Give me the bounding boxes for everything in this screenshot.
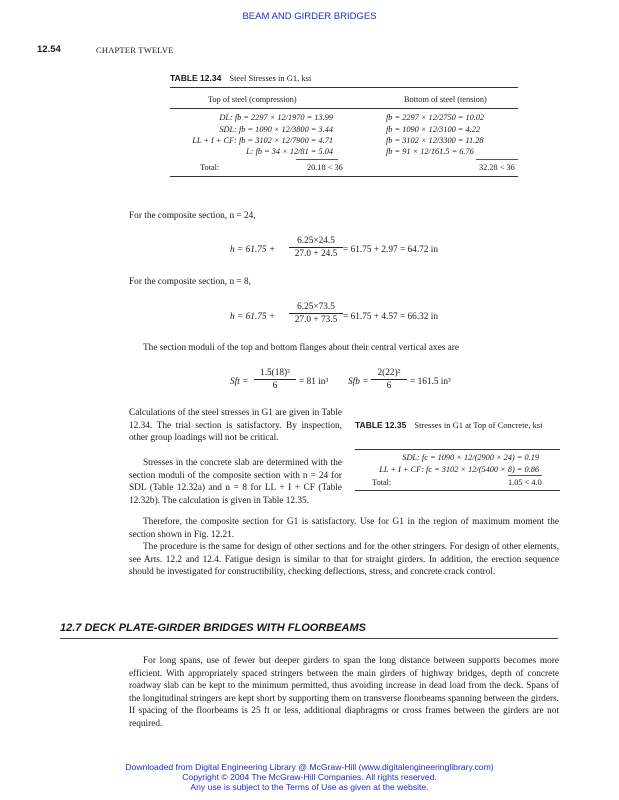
eq1-intro: For the composite section, n = 24, xyxy=(129,211,256,221)
table-12-35-caption xyxy=(355,420,560,431)
eq1-numerator: 6.25×24.5 xyxy=(297,236,335,246)
footer-download-link[interactable]: Downloaded from Digital Engineering Library @ McGraw-Hill (www.digitalengineeringlibrary.com) xyxy=(125,762,494,772)
moduli-top-denominator: 6 xyxy=(272,381,278,391)
eq2-lhs: h = 61.75 + xyxy=(230,312,276,322)
running-title: BEAM AND GIRDER BRIDGES xyxy=(242,11,377,22)
fraction-bar xyxy=(289,247,343,248)
table-row-bottom-value: fb = 2297 × 12/2750 = 10.02 xyxy=(386,113,485,122)
moduli-top-fraction xyxy=(254,368,296,391)
moduli-intro: The section moduli of the top and bottom flanges about their central vertical axes are xyxy=(143,343,459,353)
table-row-top-value: LL + I + CF: fb = 3102 × 12/7900 = 4.71 xyxy=(192,136,333,145)
table-caption-text: Steel Stresses in G1, ksi xyxy=(229,73,312,83)
section-heading-rule xyxy=(60,638,558,639)
eq1-fraction xyxy=(289,236,343,259)
table-caption-text: Stresses in G1 at Top of Concrete, ksi xyxy=(414,420,543,430)
paragraph-deck-girders: For long spans, use of fewer but deeper girders to span the long distance between supports becomes more efficient. With appropriately spaced stringers between the main girders of highway bridges, depth of concrete roadway slab can be kept to the minimum permitted, thus avoiding increase in dead load from the deck. Spans of the longitudinal stringers are kept short by supporting them on transverse floorbeams spanning between the girders. If spacing of the floorbeams is 25 ft or less, additional diaphragms or cross frames between the girders are not required. xyxy=(129,656,559,729)
table-35-top-rule xyxy=(355,449,560,450)
eq2-denominator: 27.0 + 73.5 xyxy=(294,315,338,325)
moduli-bottom-numerator: 2(22)² xyxy=(377,368,401,378)
table-bottom-rule xyxy=(170,176,518,177)
table-label: TABLE 12.35 xyxy=(355,420,407,430)
paragraph-conclusion: Therefore, the composite section for G1 is satisfactory. Use for G1 in the region of maximum moment the section shown in Fig. 12.21. xyxy=(129,517,559,540)
moduli-top-lhs: Sft = xyxy=(230,377,249,387)
table-total-label: Total: xyxy=(200,163,220,172)
table-12-34-caption xyxy=(170,73,311,83)
fraction-bar xyxy=(371,379,407,380)
chapter-title: CHAPTER TWELVE xyxy=(96,45,174,55)
moduli-top-numerator: 1.5(18)² xyxy=(260,368,290,378)
eq2-rhs: = 61.75 + 4.57 = 66.32 in xyxy=(343,312,439,322)
eq1-lhs: h = 61.75 + xyxy=(230,245,276,255)
sum-rule xyxy=(508,475,542,476)
moduli-bottom-rhs: = 161.5 in³ xyxy=(410,377,451,387)
paragraph-procedure: The procedure is the same for design of other sections and for the other stringers. For design of other elements, see Arts. 12.2 and 12.4. Fatigue design is similar to that for straight girders. In addition, the erection sequence should be investigated for constructibility, checking deflections, stress, and concrete crack control. xyxy=(129,542,559,578)
moduli-bottom-denominator: 6 xyxy=(386,381,392,391)
table-row-top-value: L: fb = 34 × 12/81 = 5.04 xyxy=(246,147,333,156)
eq1-rhs: = 61.75 + 2.97 = 64.72 in xyxy=(343,245,439,255)
page-number: 12.54 xyxy=(37,44,61,55)
table-col-header-bottom: Bottom of steel (tension) xyxy=(404,95,487,104)
table-col-header-top: Top of steel (compression) xyxy=(208,95,297,104)
eq1-denominator: 27.0 + 24.5 xyxy=(294,249,338,259)
table-total-bottom: 32.28 < 36 xyxy=(479,163,515,172)
fraction-bar xyxy=(289,313,343,314)
footer-terms: Any use is subject to the Terms of Use as given at the website. xyxy=(190,782,429,792)
eq2-intro: For the composite section, n = 8, xyxy=(129,277,251,287)
table-35-row: LL + I + CF: fc = 3102 × 12/(5400 × 8) = 0.86 xyxy=(379,465,539,474)
sum-rule-bottom xyxy=(476,159,518,160)
table-total-top: 20.18 < 36 xyxy=(307,163,343,172)
table-35-row: SDL: fc = 1090 × 12/(2900 × 24) = 0.19 xyxy=(402,453,539,462)
sum-rule-top xyxy=(296,159,338,160)
moduli-bottom-lhs: Sfb = xyxy=(348,377,369,387)
table-top-rule xyxy=(170,87,518,88)
fraction-bar xyxy=(254,379,296,380)
moduli-bottom-fraction xyxy=(371,368,407,391)
paragraph-concrete-stresses: Stresses in the concrete slab are determined with the section moduli of the composite section with n = 24 for SDL (Table 12.32a) and n = 8 for LL + I + CF (Table 12.32b). The calculation is given in Table 12.35. xyxy=(129,458,342,506)
table-row-bottom-value: fb = 1090 × 12/3100 = 4.22 xyxy=(386,125,481,134)
table-row-top-value: SDL: fb = 1090 × 12/3800 = 3.44 xyxy=(219,125,333,134)
table-35-total-label: Total: xyxy=(372,478,392,487)
paragraph-steel-stresses: Calculations of the steel stresses in G1 are given in Table 12.34. The trial section is satisfactory. By inspection, other group loadings will not be critical. xyxy=(129,408,342,444)
table-header-rule xyxy=(170,108,518,109)
table-35-bottom-rule xyxy=(355,490,560,491)
eq2-numerator: 6.25×73.5 xyxy=(297,302,335,312)
table-row-top-value: DL: fb = 2297 × 12/1970 = 13.99 xyxy=(219,113,333,122)
moduli-top-rhs: = 81 in³ xyxy=(299,377,329,387)
table-row-bottom-value: fb = 3102 × 12/3300 = 11.28 xyxy=(386,136,484,145)
footer-copyright: Copyright © 2004 The McGraw-Hill Companies. All rights reserved. xyxy=(182,772,437,782)
table-row-bottom-value: fb = 91 × 12/161.5 = 6.76 xyxy=(386,147,474,156)
eq2-fraction xyxy=(289,302,343,325)
table-label: TABLE 12.34 xyxy=(170,73,222,83)
table-35-total-value: 1.05 < 4.0 xyxy=(508,478,542,487)
section-heading: 12.7 DECK PLATE-GIRDER BRIDGES WITH FLOORBEAMS xyxy=(60,622,366,634)
